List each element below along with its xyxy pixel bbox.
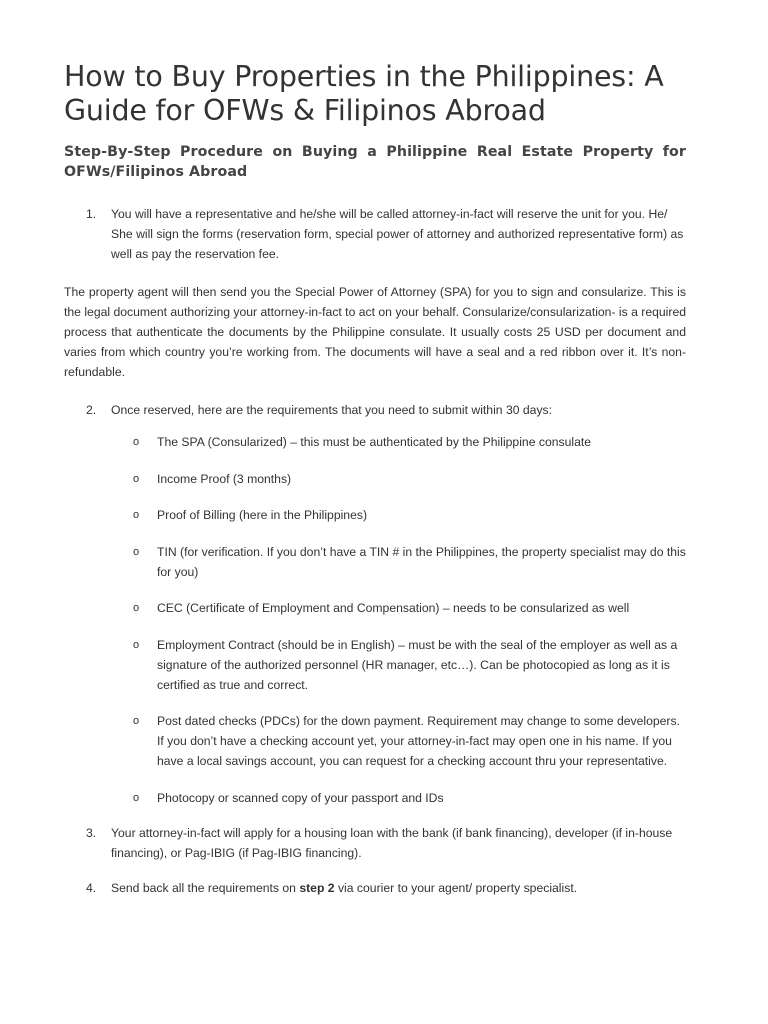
document-page bbox=[64, 60, 686, 898]
bullet-icon: o bbox=[133, 472, 140, 485]
requirement-text: Employment Contract (should be in English) – must be with the seal of the employer as well as a signature of the authorized personnel (HR manager, etc…). Can be photocopied as long as it is certified as true and correct. bbox=[157, 637, 678, 692]
bullet-icon: o bbox=[133, 638, 140, 651]
bullet-icon: o bbox=[133, 715, 140, 727]
step-text-after: via courier to your agent/ property specialist. bbox=[334, 880, 578, 895]
bullet-icon: o bbox=[133, 545, 140, 558]
requirement-text: Photocopy or scanned copy of your passport and IDs bbox=[157, 790, 444, 805]
requirements-list bbox=[64, 432, 686, 808]
step-3 bbox=[64, 823, 686, 863]
step-2 bbox=[64, 400, 686, 420]
bullet-icon: o bbox=[133, 436, 140, 448]
requirement-item bbox=[64, 542, 686, 582]
step-text: You will have a representative and he/she will be called attorney-in-fact will reserve the unit for you. He/ She will sign the forms (reservation form, special power of attorney and authorized representative form) as well as pay the reservation fee. bbox=[111, 207, 684, 261]
requirement-text: The SPA (Consularized) – this must be authenticated by the Philippine consulate bbox=[157, 435, 592, 449]
requirement-item bbox=[64, 635, 686, 695]
requirement-item bbox=[64, 788, 686, 808]
step-4 bbox=[64, 878, 686, 898]
step-number: 3. bbox=[86, 825, 97, 840]
step-number: 2. bbox=[86, 403, 97, 417]
step-text: Once reserved, here are the requirements that you need to submit within 30 days: bbox=[111, 403, 553, 417]
section-heading: Step-By-Step Procedure on Buying a Philippine Real Estate Property for OFWs/Filipinos Abroad bbox=[64, 144, 686, 180]
requirement-text: Proof of Billing (here in the Philippines) bbox=[157, 508, 368, 522]
bullet-icon: o bbox=[133, 509, 140, 521]
page-title: How to Buy Properties in the Philippines: A Guide for OFWs & Filipinos Abroad bbox=[64, 60, 664, 127]
requirement-item bbox=[64, 469, 686, 489]
requirement-item bbox=[64, 598, 686, 618]
bullet-icon: o bbox=[133, 791, 140, 804]
step-text: Your attorney-in-fact will apply for a housing loan with the bank (if bank financing), developer (if in-house financing), or Pag-IBIG (if Pag-IBIG financing). bbox=[111, 825, 673, 860]
requirement-text: Income Proof (3 months) bbox=[157, 471, 292, 486]
bullet-icon: o bbox=[133, 602, 140, 614]
requirement-text: Post dated checks (PDCs) for the down payment. Requirement may change to some developers. If you don’t have a checking account yet, your attorney-in-fact may open one in his name. If you have a local savings account, you can request for a checking account thru your representative. bbox=[157, 714, 680, 768]
spa-paragraph: The property agent will then send you the Special Power of Attorney (SPA) for you to sign and consularize. This is the legal document authorizing your attorney-in-fact to act on your behalf. Consularize/consularization- is a required process that authenticate the documents by the Philippine consulate. It usually costs 25 USD per document and varies from which country you’re working from. The documents will have a seal and a red ribbon over it. It’s non-refundable. bbox=[64, 285, 686, 379]
requirement-item bbox=[64, 505, 686, 525]
requirement-text: CEC (Certificate of Employment and Compensation) – needs to be consularized as well bbox=[157, 601, 630, 615]
requirement-text: TIN (for verification. If you don’t have a TIN # in the Philippines, the property specialist may do this for you) bbox=[157, 544, 686, 579]
step-text-bold: step 2 bbox=[299, 880, 335, 895]
step-number: 1. bbox=[86, 207, 97, 221]
requirement-item bbox=[64, 711, 686, 771]
step-number: 4. bbox=[86, 880, 97, 895]
step-text-before: Send back all the requirements on bbox=[111, 880, 300, 895]
requirement-item bbox=[64, 432, 686, 452]
step-1 bbox=[64, 204, 686, 264]
